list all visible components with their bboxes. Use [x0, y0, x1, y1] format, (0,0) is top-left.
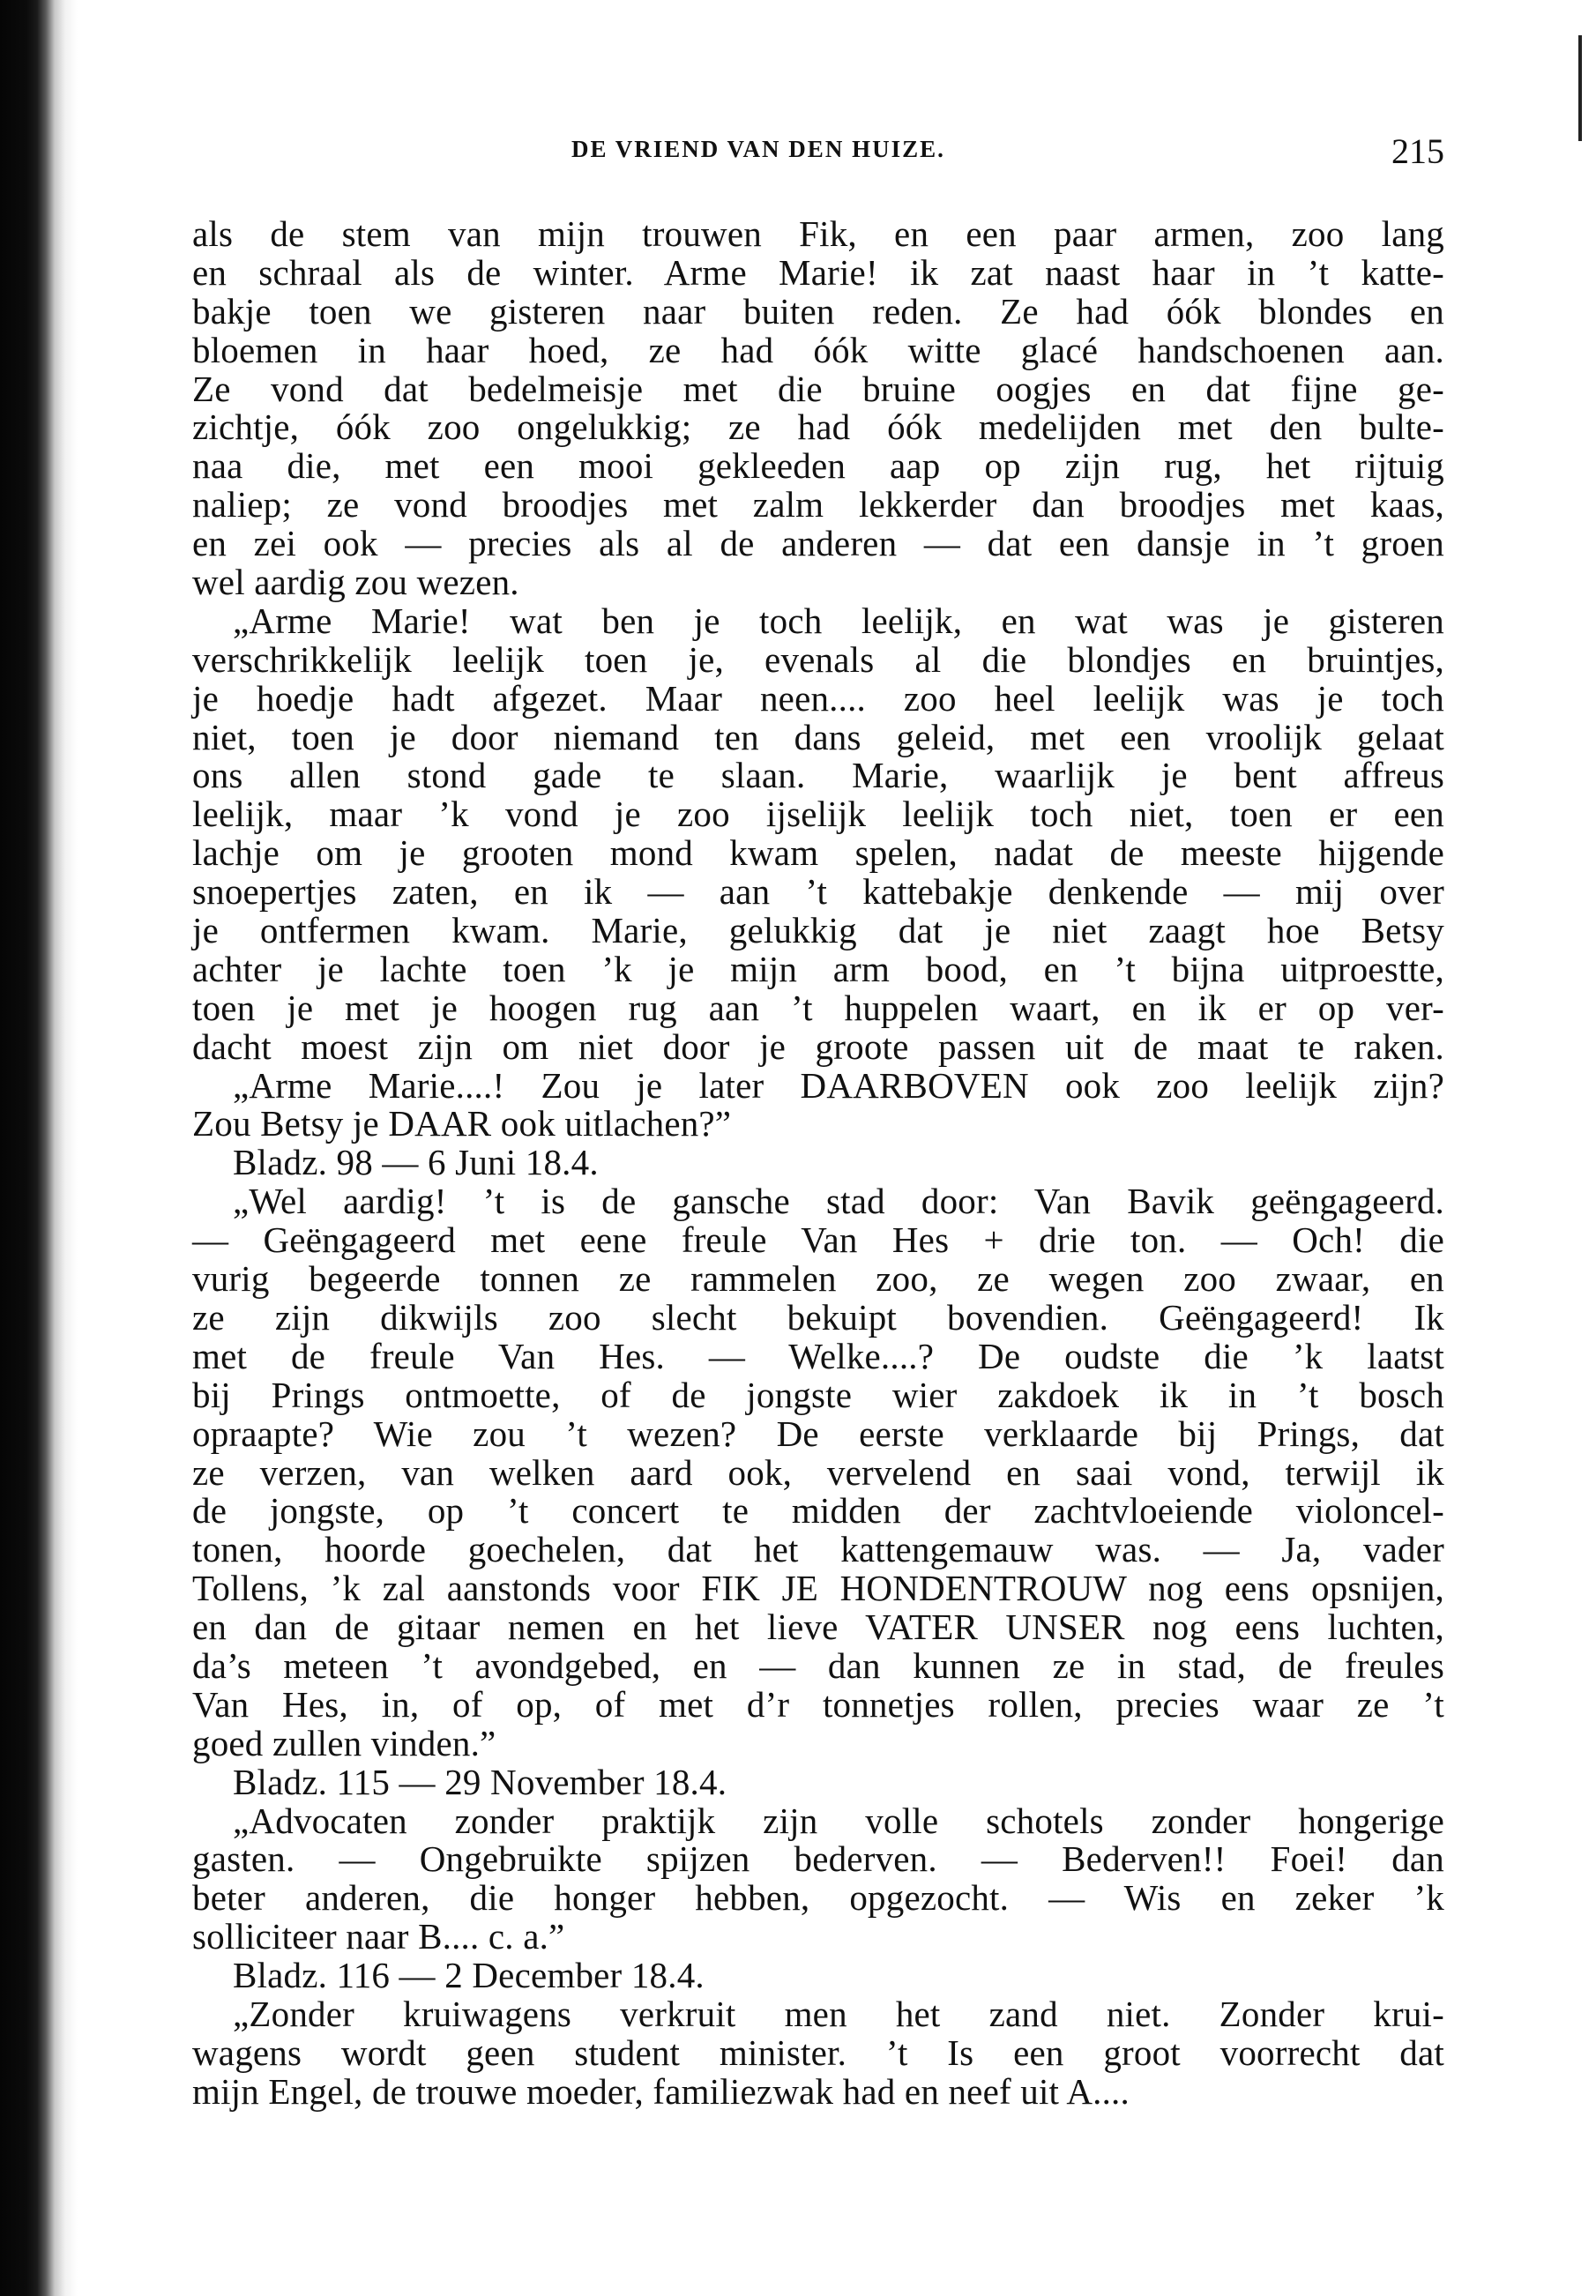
text-line: „Advocaten zonder praktijk zijn volle schotels zonder hongerige: [233, 1800, 1444, 1841]
body-text: [192, 215, 1444, 2112]
text-line: zichtje, óók zoo ongelukkig; ze had óók medelijden met den bulte-: [192, 406, 1444, 448]
text-line: „Wel aardig! ’t is de gansche stad door: Van Bavik geëngageerd.: [233, 1181, 1444, 1222]
text-line: — Geëngageerd met eene freule Van Hes + drie ton. — Och! die: [192, 1219, 1444, 1261]
text-line: ze zijn dikwijls zoo slecht bekuipt bovendien. Geëngageerd! Ik: [192, 1296, 1444, 1338]
text-line: wagens wordt geen student minister. ’t Is een groot voorrecht dat: [192, 2031, 1444, 2073]
text-line: ons allen stond gade te slaan. Marie, waarlijk je bent affreus: [192, 755, 1444, 796]
date-line: Bladz. 98 — 6 Juni 18.4.: [233, 1142, 599, 1183]
text-line: bakje toen we gisteren naar buiten reden. Ze had óók blondes en: [192, 290, 1444, 332]
text-line: vurig begeerde tonnen ze rammelen zoo, ze wegen zoo zwaar, en: [192, 1258, 1444, 1300]
date-line: Bladz. 116 — 2 December 18.4.: [233, 1955, 705, 1996]
text-line: toen je met je hoogen rug aan ’t huppelen waart, en ik er op ver-: [192, 987, 1444, 1028]
text-line: gasten. — Ongebruikte spijzen bederven. — Bederven!! Foei! dan: [192, 1838, 1444, 1880]
text-line: je hoedje hadt afgezet. Maar neen.... zoo heel leelijk was je toch: [192, 677, 1444, 719]
text-line: goed zullen vinden.”: [192, 1722, 496, 1763]
text-line: niet, toen je door niemand ten dans geleid, met een vroolijk gelaat: [192, 716, 1444, 757]
page-edge-mark: [1578, 35, 1582, 141]
text-line: naliep; ze vond broodjes met zalm lekkerder dan broodjes met kaas,: [192, 484, 1444, 526]
text-line: naa die, met een mooi gekleeden aap op zijn rug, het rijtuig: [192, 445, 1444, 487]
text-line: bij Prings ontmoette, of de jongste wier zakdoek ik in ’t bosch: [192, 1374, 1444, 1415]
text-line: tonen, hoorde goechelen, dat het kattengemauw was. — Ja, vader: [192, 1529, 1444, 1570]
text-line: „Arme Marie! wat ben je toch leelijk, en wat was je gisteren: [233, 600, 1444, 641]
text-line: achter je lachte toen ’k je mijn arm bood, en ’t bijna uitproestte,: [192, 948, 1444, 989]
text-line: de jongste, op ’t concert te midden der zachtvloeiende violoncel-: [192, 1490, 1444, 1532]
page-number: 215: [1391, 131, 1444, 171]
text-line: en zei ook — precies als al de anderen — dat een dansje in ’t groen: [192, 523, 1444, 564]
page-binding-shadow: [0, 0, 78, 2296]
text-line: Tollens, ’k zal aanstonds voor FIK JE HONDENTROUW nog eens opsnijen,: [192, 1568, 1444, 1609]
text-line: „Zonder kruiwagens verkruit men het zand niet. Zonder krui-: [233, 1993, 1444, 2034]
text-line: da’s meteen ’t avondgebed, en — dan kunnen ze in stad, de freules: [192, 1644, 1444, 1686]
text-line: „Arme Marie....! Zou je later DAARBOVEN ook zoo leelijk zijn?: [233, 1064, 1444, 1106]
text-line: wel aardig zou wezen.: [192, 562, 519, 603]
text-line: Zou Betsy je DAAR ook uitlachen?”: [192, 1103, 732, 1144]
text-line: bloemen in haar hoed, ze had óók witte glacé handschoenen aan.: [192, 329, 1444, 370]
text-line: lachje om je grooten mond kwam spelen, nadat de meeste hijgende: [192, 832, 1444, 874]
text-line: met de freule Van Hes. — Welke....? De oudste die ’k laatst: [192, 1335, 1444, 1376]
text-line: beter anderen, die honger hebben, opgezocht. — Wis en zeker ’k: [192, 1877, 1444, 1919]
book-page: [192, 0, 1444, 2296]
running-title: DE VRIEND VAN DEN HUIZE.: [571, 136, 945, 162]
text-line: Ze vond dat bedelmeisje met die bruine oogjes en dat fijne ge-: [192, 368, 1444, 409]
text-line: ze verzen, van welken aard ook, vervelend en saai vond, terwijl ik: [192, 1451, 1444, 1493]
text-line: leelijk, maar ’k vond je zoo ijselijk leelijk toch niet, toen er een: [192, 794, 1444, 835]
text-line: als de stem van mijn trouwen Fik, en een paar armen, zoo lang: [192, 213, 1444, 254]
text-line: Van Hes, in, of op, of met d’r tonnetjes rollen, precies waar ze ’t: [192, 1683, 1444, 1725]
text-line: solliciteer naar B.... c. a.”: [192, 1916, 565, 1957]
text-line: en dan de gitaar nemen en het lieve VATER UNSER nog eens luchten,: [192, 1606, 1444, 1648]
text-line: je ontfermen kwam. Marie, gelukkig dat je niet zaagt hoe Betsy: [192, 910, 1444, 951]
text-line: verschrikkelijk leelijk toen je, evenals al die blondjes en bruintjes,: [192, 638, 1444, 680]
text-line: opraapte? Wie zou ’t wezen? De eerste verklaarde bij Prings, dat: [192, 1413, 1444, 1454]
text-line: mijn Engel, de trouwe moeder, familiezwak had en neef uit A....: [192, 2070, 1130, 2112]
text-line: snoepertjes zaten, en ik — aan ’t kattebakje denkende — mij over: [192, 871, 1444, 913]
text-line: dacht moest zijn om niet door je groote passen uit de maat te raken.: [192, 1025, 1444, 1067]
running-header: [192, 130, 1444, 175]
date-line: Bladz. 115 — 29 November 18.4.: [233, 1761, 727, 1802]
text-line: en schraal als de winter. Arme Marie! ik zat naast haar in ’t katte-: [192, 251, 1444, 293]
